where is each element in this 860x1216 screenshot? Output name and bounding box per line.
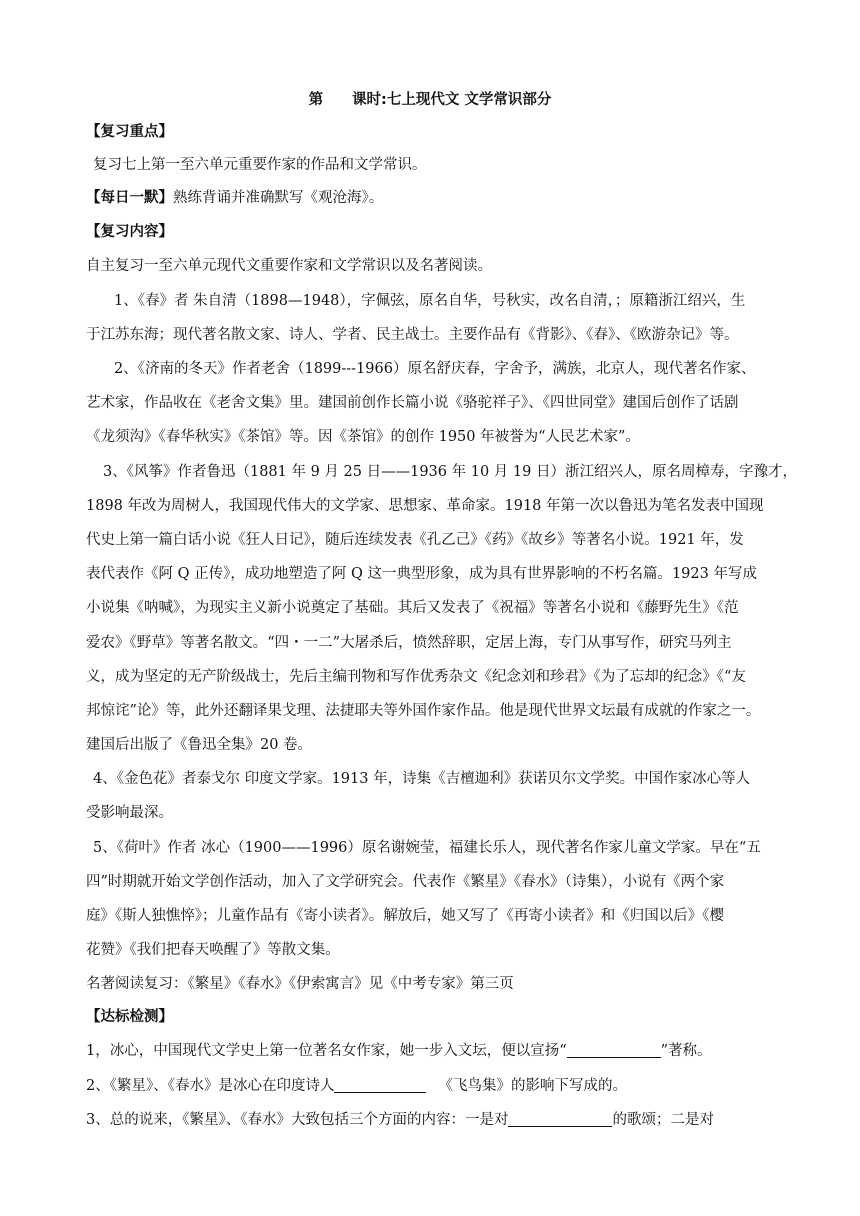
paragraph-4-line: 4、《金色花》者泰戈尔 印度文学家。1913 年，诗集《吉檀迦利》获诺贝尔文学奖。中国作家冰心等人: [93, 771, 751, 787]
paragraph-5-line: 花赞》《我们把春天唤醒了》等散文集。: [86, 942, 340, 958]
paragraph-4-line: 受影响最深。: [86, 805, 173, 821]
question-1-blank[interactable]: [567, 1043, 661, 1058]
paragraph-3-line: 1898 年改为周树人，我国现代伟大的文学家、思想家、革命家。1918 年第一次以鲁迅为笔名发表中国现: [86, 498, 764, 514]
daily-text: 熟练背诵并准确默写《观沧海》。: [173, 190, 384, 206]
question-3-blank[interactable]: [508, 1112, 612, 1127]
question-1-text: 1，冰心，中国现代文学史上第一位著名女作家，她一步入文坛，便以宣扬“: [86, 1043, 567, 1059]
reading-review: 名著阅读复习：《繁星》《春水》《伊索寓言》见《中考专家》第三页: [86, 976, 514, 992]
paragraph-3-line: 建国后出版了《鲁迅全集》20 卷。: [86, 737, 313, 753]
paragraph-3-line: 邦惊诧”论》等，此外还翻译果戈理、法捷耶夫等外国作家作品。他是现代世界文坛最有成就的作家之一。: [86, 703, 761, 719]
focus-text: 复习七上第一至六单元重要作家的作品和文学常识。: [93, 157, 427, 173]
question-2-text: 2、《繁星》、《春水》是冰心在印度诗人: [86, 1078, 335, 1094]
paragraph-2-line: 艺术家，作品收在《老舍文集》里。建国前创作长篇小说《骆驼祥子》、《四世同堂》建国后创作了话剧: [86, 395, 739, 411]
question-1-end: ”著称。: [660, 1043, 712, 1059]
question-3-text: 3、总的说来，《繁星》、《春水》大致包括三个方面的内容：一是对: [86, 1112, 509, 1128]
paragraph-3-line: 3、《风筝》作者鲁迅（1881 年 9 月 25 日——1936 年 10 月 19 日）浙江绍兴人，原名周樟寿，字豫才，: [103, 464, 797, 480]
paragraph-2-line: 《龙须沟》《春华秋实》《茶馆》等。因《茶馆》的创作 1950 年被誉为“人民艺术家”。: [86, 429, 640, 445]
paragraph-3-line: 义，成为坚定的无产阶级战士，先后主编刊物和写作优秀杂文《纪念刘和珍君》《为了忘却的纪念》《“友: [86, 669, 746, 685]
question-1: [86, 1043, 712, 1059]
focus-heading: 【复习重点】: [86, 124, 173, 140]
content-heading: 【复习内容】: [86, 224, 173, 240]
paragraph-3-line: 爱农》《野草》等著名散文。“四・一二”大屠杀后，愤然辞职，定居上海，专门从事写作，研究马列主: [86, 635, 732, 651]
paragraph-5-line: 庭》《斯人独憔悴》；儿童作品有《寄小读者》。解放后，她又写了《再寄小读者》和《归国以后》《樱: [86, 908, 724, 924]
paragraph-3-line: 表代表作《阿 Q 正传》，成功地塑造了阿 Q 这一典型形象，成为具有世界影响的不朽名篇。1923 年写成: [86, 566, 757, 582]
paragraph-1-line: 1、《春》者 朱自清（1898—1948），字佩弦，原名自华，号秋实，改名自清，；原籍浙江绍兴，生: [114, 293, 746, 309]
question-2-blank[interactable]: [334, 1078, 426, 1093]
page-title: 第 课时:七上现代文 文学常识部分: [308, 92, 552, 108]
daily-heading: 【每日一默】: [86, 190, 173, 206]
paragraph-5-line: 5、《荷叶》作者 冰心（1900——1996）原名谢婉莹，福建长乐人，现代著名作家儿童文学家。早在“五: [93, 840, 761, 856]
daily-section: [86, 191, 383, 206]
question-3: [86, 1112, 714, 1128]
paragraph-5-line: 四”时期就开始文学创作活动，加入了文学研究会。代表作《繁星》《春水》（诗集），小说有《两个家: [86, 874, 725, 890]
paragraph-2-line: 2、《济南的冬天》作者老舍（1899---1966）原名舒庆春，字舍予，满族，北京人，现代著名作家、: [114, 361, 756, 377]
content-intro: 自主复习一至六单元现代文重要作家和文学常识以及名著阅读。: [86, 258, 492, 274]
question-2-end: 《飞鸟集》的影响下写成的。: [438, 1078, 627, 1094]
test-heading: 【达标检测】: [86, 1009, 173, 1025]
paragraph-3-line: 小说集《呐喊》，为现实主义新小说奠定了基础。其后又发表了《祝福》等著名小说和《藤野先生》《范: [86, 600, 739, 616]
paragraph-1-line: 于江苏东海；现代著名散文家、诗人、学者、民主战士。主要作品有《背影》、《春》、《欧游杂记》等。: [86, 327, 739, 343]
question-3-end: 的歌颂；二是对: [612, 1112, 714, 1128]
question-2: [86, 1078, 627, 1094]
paragraph-3-line: 代史上第一篇白话小说《狂人日记》，随后连续发表《孔乙己》《药》《故乡》等著名小说。1921 年，发: [86, 532, 744, 548]
